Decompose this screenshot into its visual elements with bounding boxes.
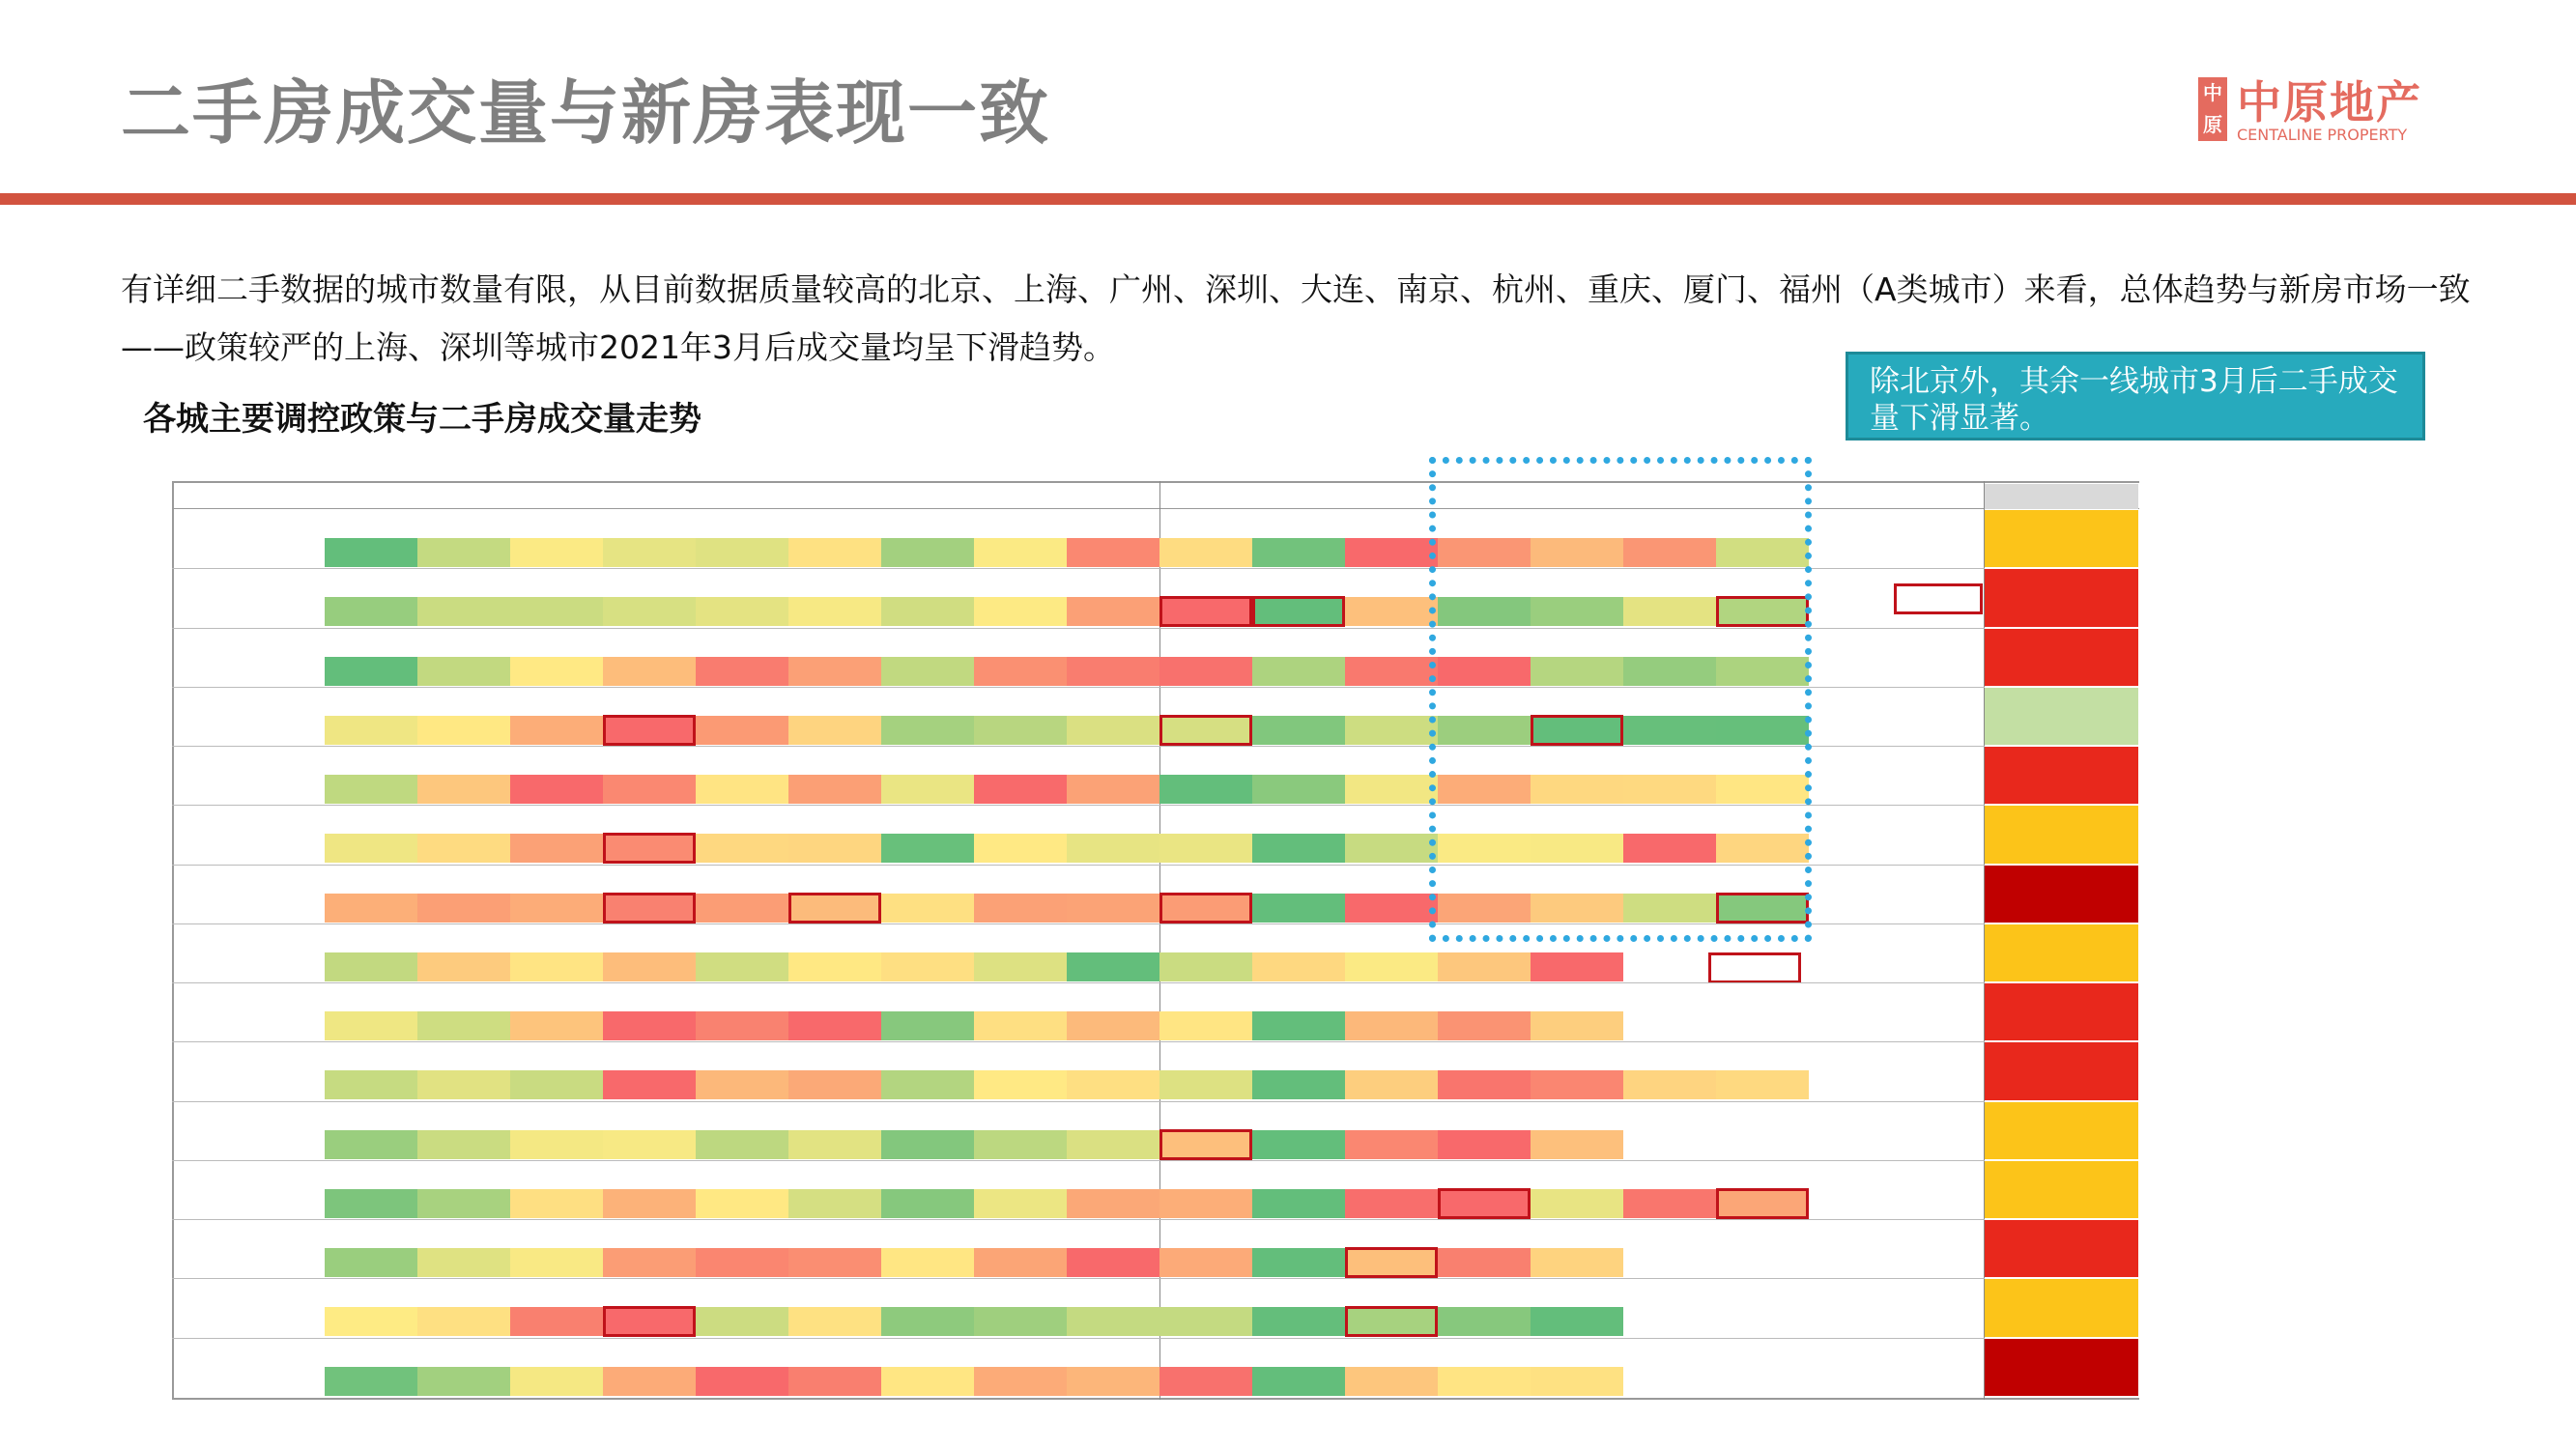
row-divider — [172, 1338, 1985, 1339]
period-cell — [1985, 747, 2138, 804]
volume-cell — [1531, 1367, 1623, 1396]
volume-cell — [1252, 1130, 1345, 1159]
volume-cell — [1531, 1130, 1623, 1159]
volume-cell — [1067, 597, 1159, 626]
highlight-box — [1159, 596, 1252, 627]
period-cell — [1985, 1279, 2138, 1336]
volume-cell — [1067, 538, 1159, 567]
volume-cell — [881, 834, 974, 863]
volume-cell — [1345, 894, 1438, 923]
highlight-box — [1438, 1188, 1531, 1219]
volume-cell — [417, 952, 510, 981]
row-divider — [172, 982, 1985, 983]
volume-cell — [1345, 716, 1438, 745]
month-header-202011 — [974, 484, 1067, 509]
policy-label — [271, 983, 324, 1010]
volume-cell — [974, 716, 1067, 745]
volume-cell — [974, 1367, 1067, 1396]
policy-label — [271, 806, 324, 833]
volume-cell — [696, 775, 788, 804]
volume-cell — [510, 716, 603, 745]
volume-cell — [417, 1367, 510, 1396]
volume-cell — [881, 894, 974, 923]
volume-label — [271, 1189, 324, 1216]
logo-text-en: CENTALINE PROPERTY — [2237, 126, 2408, 144]
volume-cell — [696, 952, 788, 981]
logo-mark: 中原 — [2198, 77, 2227, 141]
volume-cell — [788, 1189, 881, 1218]
volume-cell — [1159, 952, 1252, 981]
intro-paragraph: 有详细二手数据的城市数量有限，从目前数据质量较高的北京、上海、广州、深圳、大连、南京、杭州、重庆、厦门、福州（A类城市）来看，总体趋势与新房市场一致——政策较严的上海、深圳等城市2021年3月后成交量均呈下滑趋势。 — [121, 270, 2471, 366]
volume-cell — [1252, 775, 1345, 804]
highlight-box — [603, 893, 696, 923]
volume-cell — [788, 1367, 881, 1396]
volume-cell — [1159, 1070, 1252, 1099]
volume-cell — [603, 775, 696, 804]
volume-cell — [325, 1248, 417, 1277]
period-cell — [1985, 806, 2138, 863]
city-name — [201, 628, 240, 687]
volume-cell — [1345, 657, 1438, 686]
policy-label — [271, 747, 324, 774]
period-header — [1985, 484, 2138, 509]
volume-cell — [1252, 1367, 1345, 1396]
volume-cell — [1159, 1248, 1252, 1277]
volume-cell — [881, 1011, 974, 1040]
volume-cell — [1623, 1189, 1716, 1218]
volume-cell — [974, 1248, 1067, 1277]
highlight-box — [603, 833, 696, 864]
volume-cell — [417, 775, 510, 804]
volume-cell — [1067, 1130, 1159, 1159]
policy-label — [271, 1161, 324, 1188]
policy-label — [271, 1279, 324, 1306]
month-header-202005 — [417, 484, 510, 509]
highlight-box — [1345, 1247, 1438, 1278]
volume-label — [271, 1070, 324, 1097]
month-header-202101 — [1159, 484, 1252, 509]
volume-label — [271, 597, 324, 624]
logo-text-cn: 中原地产 — [2237, 76, 2422, 128]
volume-cell — [417, 1248, 510, 1277]
row-divider — [172, 1278, 1985, 1279]
volume-cell — [1345, 1367, 1438, 1396]
volume-cell — [696, 597, 788, 626]
volume-cell — [1345, 1130, 1438, 1159]
volume-cell — [510, 1011, 603, 1040]
volume-cell — [1159, 1011, 1252, 1040]
volume-cell — [1067, 657, 1159, 686]
volume-cell — [881, 1189, 974, 1218]
empty-box — [1894, 583, 1983, 614]
volume-cell — [510, 597, 603, 626]
city-name — [201, 1160, 240, 1219]
volume-cell — [1345, 1189, 1438, 1218]
city-name — [201, 1219, 240, 1278]
policy-label — [271, 629, 324, 656]
policy-label — [271, 1339, 324, 1366]
volume-cell — [696, 1367, 788, 1396]
volume-cell — [788, 1011, 881, 1040]
volume-cell — [788, 952, 881, 981]
volume-cell — [1252, 716, 1345, 745]
volume-cell — [1531, 952, 1623, 981]
volume-cell — [1159, 775, 1252, 804]
month-header-202103 — [1345, 484, 1438, 509]
volume-cell — [510, 657, 603, 686]
volume-cell — [325, 597, 417, 626]
volume-cell — [696, 894, 788, 923]
period-cell — [1985, 569, 2138, 626]
policy-label — [271, 510, 324, 537]
volume-cell — [1252, 1070, 1345, 1099]
volume-cell — [881, 657, 974, 686]
volume-cell — [1438, 952, 1531, 981]
volume-cell — [788, 538, 881, 567]
city-name — [201, 982, 240, 1041]
volume-cell — [1252, 538, 1345, 567]
volume-cell — [1623, 1070, 1716, 1099]
volume-cell — [1067, 775, 1159, 804]
volume-cell — [974, 1070, 1067, 1099]
city-name — [201, 923, 240, 982]
volume-cell — [1345, 538, 1438, 567]
volume-cell — [1067, 1307, 1159, 1336]
volume-cell — [696, 1011, 788, 1040]
volume-cell — [1531, 1189, 1623, 1218]
volume-cell — [1067, 834, 1159, 863]
volume-cell — [603, 952, 696, 981]
volume-cell — [1252, 1248, 1345, 1277]
volume-label — [271, 775, 324, 802]
policy-label — [271, 1042, 324, 1069]
volume-cell — [974, 657, 1067, 686]
month-header-202109 — [1902, 484, 1994, 509]
volume-cell — [510, 1130, 603, 1159]
volume-cell — [603, 538, 696, 567]
volume-cell — [510, 1070, 603, 1099]
volume-cell — [1438, 1011, 1531, 1040]
city-name — [201, 746, 240, 805]
highlight-box — [603, 715, 696, 746]
volume-cell — [974, 894, 1067, 923]
volume-cell — [881, 1248, 974, 1277]
city-name — [201, 568, 240, 627]
volume-cell — [974, 952, 1067, 981]
volume-cell — [788, 716, 881, 745]
volume-label — [271, 1130, 324, 1157]
volume-cell — [603, 657, 696, 686]
volume-cell — [325, 1011, 417, 1040]
period-cell — [1985, 1042, 2138, 1099]
volume-cell — [1252, 1307, 1345, 1336]
volume-cell — [417, 657, 510, 686]
highlight-dashed-box — [1429, 457, 1812, 942]
volume-label — [271, 538, 324, 565]
row-divider — [172, 1041, 1985, 1042]
volume-cell — [417, 1070, 510, 1099]
volume-cell — [510, 952, 603, 981]
volume-cell — [1438, 1307, 1531, 1336]
volume-cell — [1067, 1367, 1159, 1396]
period-cell — [1985, 983, 2138, 1040]
volume-cell — [1252, 657, 1345, 686]
month-header-202102 — [1252, 484, 1345, 509]
volume-cell — [417, 597, 510, 626]
volume-cell — [1531, 1248, 1623, 1277]
volume-cell — [325, 1367, 417, 1396]
policy-label — [271, 1220, 324, 1247]
highlight-box — [1159, 715, 1252, 746]
volume-cell — [881, 716, 974, 745]
volume-cell — [974, 834, 1067, 863]
month-header-202004 — [325, 484, 417, 509]
volume-cell — [1067, 952, 1159, 981]
period-cell — [1985, 688, 2138, 745]
volume-cell — [1438, 1130, 1531, 1159]
volume-cell — [1716, 1070, 1809, 1099]
volume-cell — [1345, 1070, 1438, 1099]
volume-cell — [417, 716, 510, 745]
volume-label — [271, 894, 324, 921]
city-name — [201, 1101, 240, 1160]
volume-label — [271, 657, 324, 684]
volume-cell — [417, 1307, 510, 1336]
period-cell — [1985, 1102, 2138, 1159]
period-cell — [1985, 629, 2138, 686]
table-left-border — [172, 481, 174, 1400]
volume-cell — [1345, 775, 1438, 804]
highlight-box — [1159, 893, 1252, 923]
volume-cell — [1159, 1189, 1252, 1218]
volume-cell — [974, 1130, 1067, 1159]
volume-cell — [1345, 834, 1438, 863]
policy-label — [271, 569, 324, 596]
highlight-box — [1345, 1306, 1438, 1337]
period-cell — [1985, 510, 2138, 567]
volume-cell — [1067, 1011, 1159, 1040]
period-cell — [1985, 866, 2138, 923]
volume-label — [271, 1011, 324, 1038]
volume-cell — [603, 1130, 696, 1159]
volume-cell — [417, 1130, 510, 1159]
volume-cell — [696, 834, 788, 863]
city-name — [201, 509, 240, 568]
volume-cell — [1531, 1307, 1623, 1336]
volume-cell — [325, 894, 417, 923]
volume-cell — [881, 952, 974, 981]
company-logo — [2198, 73, 2430, 151]
title-divider — [0, 193, 2576, 205]
volume-cell — [788, 1248, 881, 1277]
volume-label — [271, 952, 324, 980]
volume-cell — [881, 775, 974, 804]
volume-cell — [325, 775, 417, 804]
row-divider — [172, 1101, 1985, 1102]
volume-cell — [974, 1011, 1067, 1040]
city-name — [201, 687, 240, 746]
highlight-box — [1716, 1188, 1809, 1219]
period-cell — [1985, 1161, 2138, 1218]
volume-cell — [696, 1307, 788, 1336]
city-name — [201, 1338, 240, 1397]
policy-label — [271, 924, 324, 952]
period-cell — [1985, 1220, 2138, 1277]
volume-cell — [325, 1070, 417, 1099]
volume-cell — [881, 538, 974, 567]
callout-box: 除北京外，其余一线城市3月后二手成交量下滑显著。 — [1846, 352, 2425, 440]
volume-cell — [1252, 894, 1345, 923]
volume-cell — [1345, 952, 1438, 981]
page-title: 二手房成交量与新房表现一致 — [121, 72, 1051, 154]
volume-cell — [1345, 597, 1438, 626]
volume-label — [271, 1248, 324, 1275]
volume-cell — [510, 538, 603, 567]
volume-cell — [1438, 1070, 1531, 1099]
volume-cell — [325, 657, 417, 686]
volume-cell — [510, 834, 603, 863]
volume-cell — [325, 1307, 417, 1336]
volume-cell — [1159, 657, 1252, 686]
volume-cell — [788, 834, 881, 863]
row-divider — [172, 1160, 1985, 1161]
volume-cell — [788, 775, 881, 804]
volume-cell — [696, 1130, 788, 1159]
volume-cell — [788, 657, 881, 686]
volume-label — [271, 1367, 324, 1394]
city-name — [201, 865, 240, 923]
volume-cell — [603, 1248, 696, 1277]
volume-cell — [325, 952, 417, 981]
volume-cell — [510, 894, 603, 923]
month-header-202009 — [788, 484, 881, 509]
volume-cell — [417, 894, 510, 923]
period-cell — [1985, 1339, 2138, 1396]
volume-cell — [974, 1189, 1067, 1218]
policy-label — [271, 688, 324, 715]
volume-cell — [788, 1130, 881, 1159]
volume-label — [271, 1307, 324, 1334]
volume-cell — [1531, 1011, 1623, 1040]
city-name — [201, 805, 240, 864]
highlight-box — [1159, 1129, 1252, 1160]
volume-cell — [510, 1367, 603, 1396]
volume-cell — [417, 538, 510, 567]
volume-cell — [325, 834, 417, 863]
volume-cell — [1067, 894, 1159, 923]
volume-cell — [603, 1367, 696, 1396]
month-header-202008 — [696, 484, 788, 509]
volume-cell — [696, 657, 788, 686]
volume-cell — [881, 1130, 974, 1159]
empty-box — [1708, 952, 1801, 983]
volume-cell — [1067, 1189, 1159, 1218]
city-name — [201, 1278, 240, 1337]
volume-cell — [788, 1070, 881, 1099]
volume-cell — [325, 1130, 417, 1159]
volume-cell — [788, 1307, 881, 1336]
volume-cell — [603, 1070, 696, 1099]
volume-cell — [510, 1307, 603, 1336]
volume-cell — [1067, 1070, 1159, 1099]
month-header-202007 — [603, 484, 696, 509]
volume-cell — [696, 1070, 788, 1099]
volume-cell — [1252, 1011, 1345, 1040]
volume-cell — [1159, 538, 1252, 567]
volume-cell — [696, 538, 788, 567]
volume-cell — [788, 597, 881, 626]
period-cell — [1985, 924, 2138, 981]
month-header-202108 — [1809, 484, 1902, 509]
volume-cell — [881, 1070, 974, 1099]
highlight-box — [788, 893, 881, 923]
volume-cell — [696, 716, 788, 745]
volume-cell — [417, 1011, 510, 1040]
volume-cell — [1438, 1248, 1531, 1277]
volume-label — [271, 716, 324, 743]
volume-cell — [881, 597, 974, 626]
volume-cell — [1159, 834, 1252, 863]
volume-cell — [510, 1248, 603, 1277]
volume-cell — [1159, 1367, 1252, 1396]
volume-cell — [510, 775, 603, 804]
policy-label — [271, 866, 324, 893]
volume-label — [271, 834, 324, 861]
volume-cell — [417, 834, 510, 863]
volume-cell — [881, 1307, 974, 1336]
volume-cell — [1531, 1070, 1623, 1099]
month-header-202010 — [881, 484, 974, 509]
policy-label — [271, 1102, 324, 1129]
volume-cell — [1252, 834, 1345, 863]
volume-cell — [696, 1248, 788, 1277]
volume-cell — [325, 716, 417, 745]
volume-cell — [1438, 1367, 1531, 1396]
volume-cell — [974, 775, 1067, 804]
volume-cell — [974, 1307, 1067, 1336]
month-header-202006 — [510, 484, 603, 509]
volume-cell — [603, 597, 696, 626]
volume-cell — [974, 538, 1067, 567]
volume-cell — [417, 1189, 510, 1218]
volume-cell — [881, 1367, 974, 1396]
volume-cell — [1252, 952, 1345, 981]
table-bottom-border — [172, 1398, 2139, 1400]
volume-cell — [325, 1189, 417, 1218]
month-header-202012 — [1067, 484, 1159, 509]
volume-cell — [325, 538, 417, 567]
volume-cell — [974, 597, 1067, 626]
volume-cell — [603, 1011, 696, 1040]
table-title: 各城主要调控政策与二手房成交量走势 — [143, 400, 701, 439]
volume-cell — [1159, 1307, 1252, 1336]
row-divider — [172, 1219, 1985, 1220]
volume-cell — [1252, 1189, 1345, 1218]
volume-cell — [1067, 1248, 1159, 1277]
table-top-border — [172, 481, 2139, 483]
volume-cell — [510, 1189, 603, 1218]
highlight-box — [1252, 596, 1345, 627]
highlight-box — [603, 1306, 696, 1337]
volume-cell — [1067, 716, 1159, 745]
volume-cell — [603, 1189, 696, 1218]
volume-cell — [1345, 1011, 1438, 1040]
city-name — [201, 1041, 240, 1100]
volume-cell — [696, 1189, 788, 1218]
